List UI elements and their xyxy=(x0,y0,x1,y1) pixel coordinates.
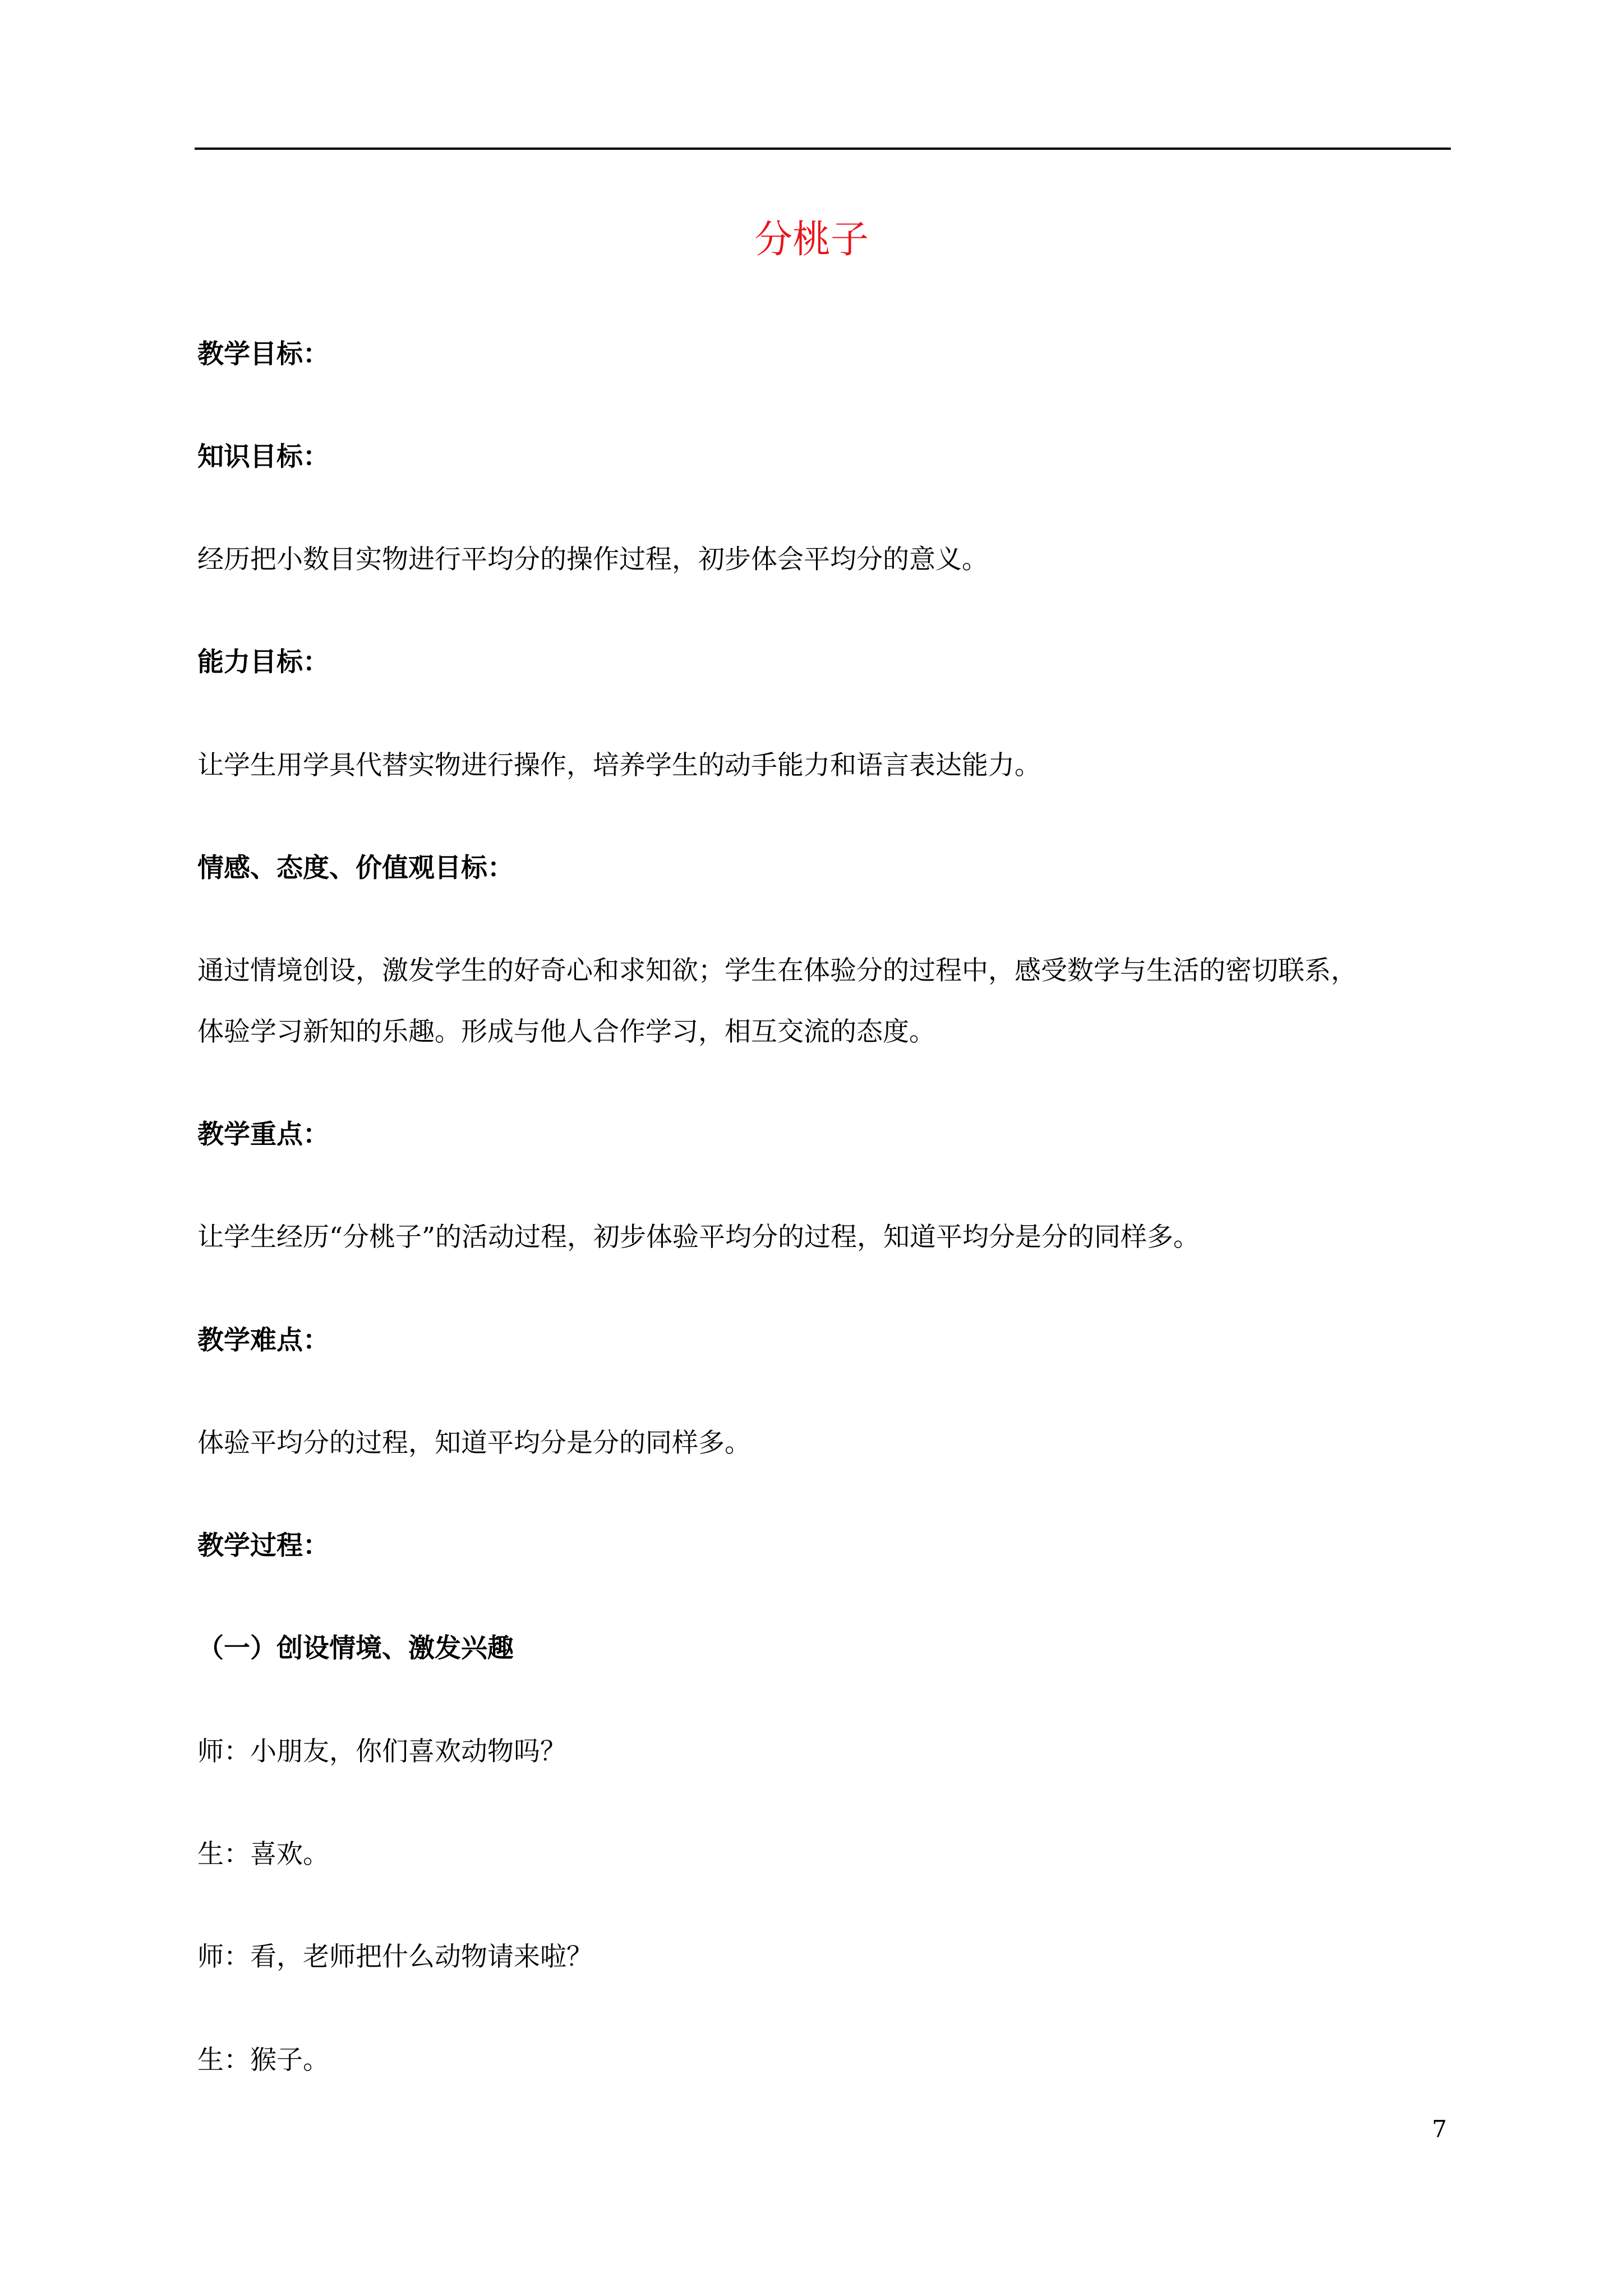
paragraph-emotion-goals-line-1: 通过情境创设，激发学生的好奇心和求知欲；学生在体验分的过程中，感受数学与生活的密切联系， xyxy=(197,955,1357,986)
heading-teaching-process: 教学过程： xyxy=(197,1530,329,1561)
heading-section-one: （一）创设情境、激发兴趣 xyxy=(197,1633,514,1664)
paragraph-difficulties: 体验平均分的过程，知道平均分是分的同样多。 xyxy=(197,1428,751,1458)
heading-difficulties: 教学难点： xyxy=(197,1325,329,1356)
header-rule xyxy=(195,148,1451,150)
dialogue-line: 生：猴子。 xyxy=(197,2045,329,2076)
dialogue-line: 师：小朋友，你们喜欢动物吗？ xyxy=(197,1736,566,1767)
heading-knowledge-goals: 知识目标： xyxy=(197,441,329,472)
document-title: 分桃子 xyxy=(754,218,869,262)
paragraph-knowledge-goals: 经历把小数目实物进行平均分的操作过程，初步体会平均分的意义。 xyxy=(197,544,988,575)
heading-emotion-goals: 情感、态度、价值观目标： xyxy=(197,853,514,884)
heading-teaching-goals: 教学目标： xyxy=(197,339,329,370)
heading-ability-goals: 能力目标： xyxy=(197,647,329,678)
paragraph-emotion-goals-line-2: 体验学习新知的乐趣。形成与他人合作学习，相互交流的态度。 xyxy=(197,1016,935,1047)
dialogue-line: 生：喜欢。 xyxy=(197,1839,329,1870)
dialogue-line: 师：看，老师把什么动物请来啦？ xyxy=(197,1941,593,1972)
heading-key-points: 教学重点： xyxy=(197,1119,329,1150)
page-number: 7 xyxy=(1432,2115,1447,2143)
paragraph-ability-goals: 让学生用学具代替实物进行操作，培养学生的动手能力和语言表达能力。 xyxy=(197,750,1041,781)
paragraph-key-points: 让学生经历“分桃子”的活动过程，初步体验平均分的过程，知道平均分是分的同样多。 xyxy=(197,1222,1200,1253)
